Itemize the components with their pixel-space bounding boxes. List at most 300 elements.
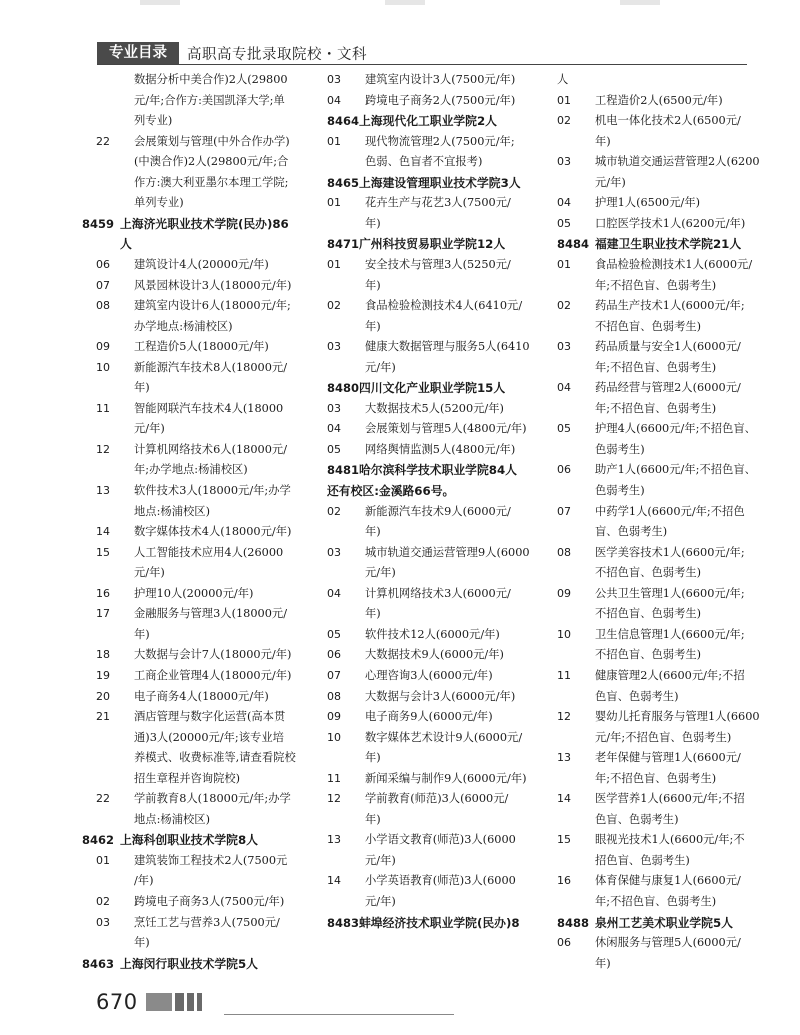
- major-code: 04: [557, 381, 571, 395]
- major-entry: [557, 933, 779, 953]
- major-entry: [327, 707, 549, 727]
- major-code: 02: [557, 299, 571, 313]
- major-code: 11: [557, 668, 571, 682]
- entry-continuation: [557, 276, 779, 296]
- entry-text: 地点:杨浦校区): [134, 504, 210, 518]
- major-code: 06: [557, 936, 571, 950]
- major-entry: [96, 296, 316, 316]
- entry-text: 计算机网络技术6人(18000元/: [134, 442, 288, 456]
- major-code: 07: [557, 504, 571, 518]
- major-code: 01: [327, 196, 341, 210]
- major-entry: [557, 502, 779, 522]
- entry-continuation: [96, 933, 316, 953]
- school-code: 8459: [82, 216, 115, 231]
- major-entry: [557, 378, 779, 398]
- school-code: 8465: [327, 175, 360, 190]
- school-code: 8463: [82, 956, 115, 971]
- entry-continuation: [327, 604, 549, 624]
- entry-text: 元/年): [134, 566, 165, 580]
- major-code: 13: [327, 833, 341, 847]
- entry-text: 年): [595, 956, 611, 970]
- entry-text: 电子商务4人(18000元/年): [134, 689, 269, 703]
- major-entry: [557, 707, 779, 727]
- entry-continuation: [557, 604, 779, 624]
- entry-continuation: [557, 851, 779, 871]
- school-code: 8481: [327, 463, 360, 478]
- major-entry: [327, 830, 549, 850]
- entry-text: 年): [365, 751, 381, 765]
- major-code: 01: [557, 93, 571, 107]
- entry-continuation: [557, 769, 779, 789]
- major-entry: [557, 543, 779, 563]
- major-code: 05: [557, 422, 571, 436]
- entry-text: 新能源汽车技术9人(6000元/: [365, 504, 511, 518]
- entry-continuation: [96, 625, 316, 645]
- entry-text: 不招色盲、色弱考生): [595, 648, 702, 662]
- school-name: 泉州工艺美术职业学院5人: [595, 915, 733, 930]
- footer-bars: [146, 993, 205, 1011]
- school-heading: [82, 954, 316, 974]
- entry-text: 城市轨道交通运营管理9人(6000: [365, 545, 530, 559]
- major-code: 03: [327, 340, 341, 354]
- major-code: 04: [327, 586, 341, 600]
- major-code: 06: [96, 257, 110, 271]
- entry-text: 大数据与会计7人(18000元/年): [134, 648, 292, 662]
- school-code: 8464: [327, 114, 360, 129]
- entry-continuation: [96, 769, 316, 789]
- entry-continuation: [96, 70, 316, 90]
- entry-text: 食品检验检测技术4人(6410元/: [365, 299, 523, 313]
- entry-text: 会展策划与管理5人(4800元/年): [365, 422, 527, 436]
- entry-text: 心理咨询3人(6000元/年): [365, 668, 493, 682]
- school-heading: [327, 234, 549, 254]
- school-code: 8462: [82, 833, 115, 848]
- school-code: 8480: [327, 381, 360, 396]
- major-entry: [96, 666, 316, 686]
- entry-text: 年): [134, 627, 150, 641]
- major-code: 01: [96, 853, 110, 867]
- major-code: 10: [327, 730, 341, 744]
- school-name: 上海建设管理职业技术学院3人: [359, 175, 521, 190]
- major-code: 05: [327, 442, 341, 456]
- entry-text: 年): [365, 319, 381, 333]
- entry-text: 建筑装饰工程技术2人(7500元: [134, 853, 288, 867]
- entry-text: 酒店管理与数字化运营(高本贯: [134, 710, 286, 724]
- entry-continuation: [557, 70, 779, 90]
- school-name: 人: [120, 237, 132, 252]
- entry-text: 养模式、收费标准等,请查看院校: [134, 751, 296, 765]
- entry-text: 年): [134, 936, 150, 950]
- entry-text: 网络舆情监测5人(4800元/年): [365, 442, 516, 456]
- major-entry: [557, 789, 779, 809]
- entry-continuation: [557, 892, 779, 912]
- entry-continuation: [557, 687, 779, 707]
- entry-continuation: [327, 481, 549, 501]
- school-code: 8483: [327, 915, 360, 930]
- major-entry: [96, 543, 316, 563]
- major-code: 03: [557, 340, 571, 354]
- entry-text: 建筑室内设计3人(7500元/年): [365, 73, 516, 86]
- entry-text: 休闲服务与管理5人(6000元/: [595, 936, 741, 950]
- entry-text: 会展策划与管理(中外合作办学): [134, 134, 290, 148]
- entry-text: 软件技术3人(18000元/年;办学: [134, 484, 291, 497]
- entry-continuation: [557, 317, 779, 337]
- entry-continuation: [557, 481, 779, 501]
- entry-text: /年): [134, 874, 154, 888]
- major-entry: [557, 871, 779, 891]
- major-entry: [327, 625, 549, 645]
- entry-continuation: [327, 522, 549, 542]
- entry-continuation: [96, 193, 316, 213]
- major-code: 06: [557, 463, 571, 477]
- entry-text: 色弱考生): [595, 484, 645, 497]
- entry-text: 年): [134, 381, 150, 395]
- major-code: 10: [96, 360, 110, 374]
- entry-continuation: [96, 111, 316, 131]
- entry-text: 列专业): [134, 114, 173, 128]
- entry-text: 元/年): [365, 895, 396, 908]
- entry-continuation: [557, 522, 779, 542]
- entry-text: 年;不招色盲、色弱考生): [595, 771, 717, 785]
- major-code: 09: [96, 340, 110, 354]
- entry-text: 大数据技术5人(5200元/年): [365, 401, 504, 415]
- major-code: 14: [327, 874, 341, 888]
- major-code: 12: [327, 792, 341, 806]
- entry-continuation: [557, 645, 779, 665]
- entry-text: 护理1人(6500元/年): [595, 196, 701, 210]
- major-entry: [327, 419, 549, 439]
- major-entry: [557, 625, 779, 645]
- entry-text: 数字媒体艺术设计9人(6000元/: [365, 730, 523, 744]
- top-scan-marks: [0, 0, 800, 8]
- major-entry: [327, 502, 549, 522]
- entry-continuation: [96, 502, 316, 522]
- major-entry: [557, 460, 779, 480]
- entry-continuation: [327, 358, 549, 378]
- major-entry: [327, 687, 549, 707]
- entry-text: 大数据与会计3人(6000元/年): [365, 689, 516, 703]
- major-code: 20: [96, 689, 110, 703]
- major-code: 01: [327, 257, 341, 271]
- entry-text: 婴幼儿托育服务与管理1人(6600: [595, 710, 760, 724]
- header-rule: [97, 64, 747, 65]
- entry-text: 年;不招色盲、色弱考生): [595, 895, 717, 908]
- major-code: 08: [327, 689, 341, 703]
- major-code: 15: [557, 833, 571, 847]
- major-entry: [96, 522, 316, 542]
- entry-text: 健康大数据管理与服务5人(6410: [365, 340, 530, 354]
- school-heading: [327, 913, 549, 933]
- school-code: 8484: [557, 237, 590, 252]
- page-number: 670: [96, 990, 138, 1014]
- entry-continuation: [96, 152, 316, 172]
- entry-text: 医学美容技术1人(6600元/年;: [595, 545, 745, 559]
- school-heading: [557, 913, 779, 933]
- major-entry: [96, 604, 316, 624]
- entry-text: 计算机网络技术3人(6000元/: [365, 586, 511, 600]
- major-code: 08: [96, 299, 110, 313]
- entry-text: 盲、色弱考生): [595, 525, 668, 539]
- entry-text: 办学地点:杨浦校区): [134, 319, 233, 333]
- major-code: 04: [327, 422, 341, 436]
- major-code: 14: [557, 792, 571, 806]
- major-entry: [96, 255, 316, 275]
- entry-text: 护理4人(6600元/年;不招色盲、: [595, 422, 756, 436]
- entry-text: 工程造价5人(18000元/年): [134, 340, 269, 354]
- major-entry: [327, 440, 549, 460]
- major-code: 08: [557, 545, 571, 559]
- major-code: 13: [96, 484, 110, 497]
- major-code: 07: [327, 668, 341, 682]
- major-code: 04: [557, 196, 571, 210]
- entry-text: 工程造价2人(6500元/年): [595, 93, 723, 107]
- entry-continuation: [557, 132, 779, 152]
- major-entry: [96, 789, 316, 809]
- entry-text: 色盲、色弱考生): [595, 689, 679, 703]
- entry-text: 不招色盲、色弱考生): [595, 607, 702, 621]
- major-code: 14: [96, 525, 110, 539]
- entry-continuation: [96, 563, 316, 583]
- entry-continuation: [327, 851, 549, 871]
- footer-rule: [224, 1014, 454, 1015]
- major-entry: [557, 748, 779, 768]
- entry-text: 花卉生产与花艺3人(7500元/: [365, 196, 511, 210]
- entry-continuation: [557, 399, 779, 419]
- major-entry: [96, 481, 316, 501]
- entry-text: 眼视光技术1人(6600元/年;不: [595, 833, 745, 847]
- entry-text: 地点:杨浦校区): [134, 812, 210, 826]
- entry-continuation: [327, 317, 549, 337]
- major-code: 09: [327, 710, 341, 724]
- entry-text: 现代物流管理2人(7500元/年;: [365, 134, 515, 148]
- entry-text: 口腔医学技术1人(6200元/年): [595, 216, 746, 230]
- major-code: 05: [327, 627, 341, 641]
- school-name: 上海闵行职业技术学院5人: [120, 956, 258, 971]
- major-entry: [96, 132, 316, 152]
- major-entry: [96, 276, 316, 296]
- entry-text: 元/年): [365, 360, 396, 374]
- major-entry: [557, 152, 779, 172]
- entry-text: 风景园林设计3人(18000元/年): [134, 278, 292, 292]
- entry-continuation: [557, 173, 779, 193]
- major-code: 03: [96, 915, 110, 929]
- entry-continuation: [327, 748, 549, 768]
- school-name: 广州科技贸易职业学院12人: [359, 237, 506, 252]
- entry-continuation: [557, 810, 779, 830]
- school-name: 上海科创职业技术学院8人: [120, 833, 258, 848]
- entry-text: 元/年): [365, 853, 396, 867]
- major-entry: [557, 91, 779, 111]
- entry-text: 城市轨道交通运营管理2人(6200: [595, 155, 760, 169]
- entry-continuation: [96, 317, 316, 337]
- major-code: 03: [327, 73, 341, 86]
- entry-text: 小学英语教育(师范)3人(6000: [365, 874, 516, 888]
- entry-text: 老年保健与管理1人(6600元/: [595, 751, 741, 765]
- entry-text: 卫生信息管理1人(6600元/年;: [595, 627, 745, 641]
- entry-continuation: [96, 419, 316, 439]
- entry-text: 建筑设计4人(20000元/年): [134, 257, 269, 271]
- major-entry: [557, 214, 779, 234]
- section-badge: 专业目录: [97, 42, 179, 64]
- major-code: 11: [327, 771, 341, 785]
- entry-text: 健康管理2人(6600元/年;不招: [595, 668, 745, 682]
- entry-text: 作方:澳大利亚墨尔本理工学院;: [134, 175, 289, 189]
- school-name: 福建卫生职业技术学院21人: [595, 237, 742, 252]
- entry-text: 年;不招色盲、色弱考生): [595, 360, 717, 374]
- entry-text: 护理10人(20000元/年): [134, 586, 254, 600]
- major-entry: [327, 584, 549, 604]
- school-heading: [82, 830, 316, 850]
- entry-text: 招生章程并咨询院校): [134, 771, 241, 785]
- entry-continuation: [557, 358, 779, 378]
- entry-text: 不招色盲、色弱考生): [595, 566, 702, 580]
- major-code: 16: [557, 874, 571, 888]
- entry-continuation: [96, 871, 316, 891]
- major-code: 02: [327, 504, 341, 518]
- school-heading: [327, 111, 549, 131]
- page-footer: [96, 987, 205, 1017]
- entry-continuation: [327, 810, 549, 830]
- major-code: 16: [96, 586, 110, 600]
- major-entry: [96, 913, 316, 933]
- entry-text: 招色盲、色弱考生): [595, 853, 690, 867]
- entry-continuation: [96, 173, 316, 193]
- entry-text: 金融服务与管理3人(18000元/: [134, 607, 288, 621]
- major-entry: [327, 769, 549, 789]
- entry-continuation: [327, 276, 549, 296]
- major-entry: [96, 584, 316, 604]
- school-code: 8471: [327, 237, 360, 252]
- entry-text: 助产1人(6600元/年;不招色盲、: [595, 463, 756, 477]
- major-code: 04: [327, 93, 341, 107]
- entry-text: 智能网联汽车技术4人(18000: [134, 401, 284, 415]
- major-entry: [327, 132, 549, 152]
- major-entry: [327, 399, 549, 419]
- major-entry: [327, 543, 549, 563]
- major-code: 22: [96, 792, 110, 806]
- school-code: 8488: [557, 915, 590, 930]
- entry-text: 体育保健与康复1人(6600元/: [595, 874, 741, 888]
- major-code: 07: [96, 278, 110, 292]
- page-header: [97, 42, 367, 64]
- entry-text: 学前教育(师范)3人(6000元/: [365, 792, 509, 806]
- entry-text: 电子商务9人(6000元/年): [365, 710, 493, 724]
- entry-continuation: [96, 234, 316, 254]
- major-entry: [327, 789, 549, 809]
- major-code: 02: [557, 114, 571, 128]
- entry-continuation: [96, 728, 316, 748]
- entry-text: 年;不招色盲、色弱考生): [595, 278, 717, 292]
- entry-text: 大数据技术9人(6000元/年): [365, 648, 504, 662]
- entry-text: 元/年;不招色盲、色弱考生): [595, 730, 732, 744]
- major-entry: [557, 584, 779, 604]
- entry-text: 数字媒体技术4人(18000元/年): [134, 525, 292, 539]
- major-entry: [327, 871, 549, 891]
- major-entry: [96, 399, 316, 419]
- entry-text: 数据分析中美合作)2人(29800: [134, 73, 288, 86]
- entry-continuation: [327, 563, 549, 583]
- entry-text: 食品检验检测技术1人(6000元/: [595, 257, 753, 271]
- entry-continuation: [327, 152, 549, 172]
- entry-text: 医学营养1人(6600元/年;不招: [595, 792, 745, 806]
- major-code: 22: [96, 134, 110, 148]
- entry-text: 烹饪工艺与营养3人(7500元/: [134, 915, 280, 929]
- major-entry: [327, 193, 549, 213]
- major-entry: [96, 440, 316, 460]
- section-subtitle: 高职高专批录取院校・文科: [187, 46, 367, 63]
- major-entry: [327, 296, 549, 316]
- entry-text: 工商企业管理4人(18000元/年): [134, 668, 292, 682]
- major-entry: [557, 193, 779, 213]
- entry-text: 年): [365, 607, 381, 621]
- major-code: 18: [96, 648, 110, 662]
- major-code: 21: [96, 710, 110, 724]
- major-entry: [96, 707, 316, 727]
- entry-text: 年): [365, 812, 381, 826]
- entry-text: 药品生产技术1人(6000元/年;: [595, 299, 745, 313]
- entry-text: 色弱考生): [595, 442, 645, 456]
- entry-text: 新能源汽车技术8人(18000元/: [134, 360, 288, 374]
- entry-text: 跨境电子商务3人(7500元/年): [134, 895, 285, 908]
- major-entry: [557, 666, 779, 686]
- entry-text: 人工智能技术应用4人(26000: [134, 545, 284, 559]
- entry-text: 安全技术与管理3人(5250元/: [365, 257, 511, 271]
- entry-text: 年): [365, 278, 381, 292]
- entry-text: 小学语文教育(师范)3人(6000: [365, 833, 516, 847]
- entry-continuation: [327, 892, 549, 912]
- entry-text: 年;不招色盲、色弱考生): [595, 401, 717, 415]
- major-code: 02: [327, 299, 341, 313]
- school-name: 上海济光职业技术学院(民办)86: [120, 216, 289, 231]
- entry-text: 元/年): [595, 175, 626, 189]
- entry-text: 不招色盲、色弱考生): [595, 319, 702, 333]
- school-heading: [327, 173, 549, 193]
- school-name: 四川文化产业职业学院15人: [359, 381, 506, 396]
- entry-text: 单列专业): [134, 196, 184, 210]
- school-heading: [327, 460, 549, 480]
- entry-text: 元/年): [134, 422, 165, 436]
- entry-continuation: [557, 954, 779, 974]
- entry-continuation: [557, 728, 779, 748]
- major-entry: [557, 296, 779, 316]
- school-name: 还有校区:金溪路66号。: [327, 484, 455, 498]
- school-heading: [82, 214, 316, 234]
- major-entry: [327, 666, 549, 686]
- school-name: 上海现代化工职业学院2人: [359, 114, 497, 129]
- major-code: 09: [557, 586, 571, 600]
- entry-continuation: [96, 748, 316, 768]
- major-entry: [557, 419, 779, 439]
- major-entry: [557, 111, 779, 131]
- school-heading: [327, 378, 549, 398]
- major-code: 17: [96, 607, 110, 621]
- major-entry: [96, 337, 316, 357]
- major-code: 03: [327, 401, 341, 415]
- entry-text: 药品质量与安全1人(6000元/: [595, 340, 741, 354]
- major-code: 03: [557, 155, 571, 169]
- entry-text: 年;办学地点:杨浦校区): [134, 463, 248, 477]
- entry-text: 建筑室内设计6人(18000元/年;: [134, 299, 291, 313]
- major-code: 01: [327, 134, 341, 148]
- entry-text: 元/年): [365, 566, 396, 580]
- major-entry: [96, 851, 316, 871]
- major-code: 11: [96, 401, 110, 415]
- major-entry: [327, 91, 549, 111]
- major-entry: [96, 892, 316, 912]
- major-code: 02: [96, 895, 110, 908]
- major-entry: [96, 645, 316, 665]
- entry-text: (中澳合作)2人(29800元/年;合: [134, 155, 289, 169]
